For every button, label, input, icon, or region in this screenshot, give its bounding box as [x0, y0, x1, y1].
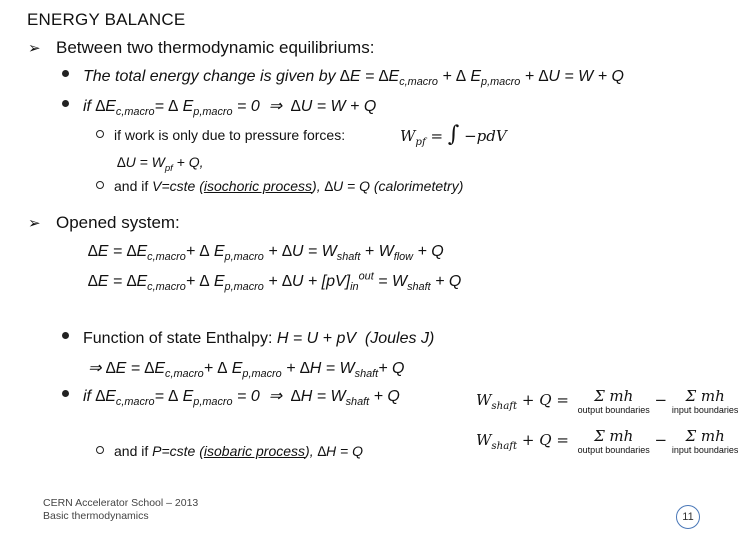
circle-bullet-icon	[96, 446, 104, 454]
sub-bullet-pressure-forces: if work is only due to pressure forces:	[96, 127, 345, 143]
arrow-bullet-icon: ➢	[28, 40, 41, 57]
circle-bullet-icon	[96, 181, 104, 189]
bullet-dot-icon	[62, 332, 69, 339]
page-number: 11	[676, 505, 700, 529]
slide-title: ENERGY BALANCE	[27, 10, 186, 29]
footer	[43, 497, 243, 523]
shaft-work-formula-1: $W_{shaft} + Q$ = Σ mh output boundaries − Σ mh input boundaries	[476, 387, 738, 415]
pressure-work-formula: $W_{pf}$ = ∫ −pdV	[400, 122, 507, 148]
section-heading-equilibriums: ➢ Between two thermodynamic equilibriums:	[28, 38, 375, 57]
internal-energy-result: $\Delta U = W_{pf} + Q$,	[117, 154, 204, 174]
circle-bullet-icon	[96, 130, 104, 138]
section-heading-opened-system: ➢ Opened system:	[28, 213, 180, 232]
bullet-enthalpy: Function of state Enthalpy: H = U + pV (Joules J)	[62, 330, 434, 348]
enthalpy-implication: ⇒ $\Delta E = \Delta E_{c,macro}+$ ∆ $E_{p,macro} + \Delta H = W_{shaft}+ Q$	[88, 360, 405, 381]
opened-system-equation-2: $\Delta E = \Delta E_{c,macro}+$ ∆ $E_{p,macro} + \Delta U + [pV]_{in}^{out} = W_{shaft} + Q$	[88, 271, 462, 294]
sub-bullet-isobaric: and if P=cste (isobaric process), ∆H = Q	[96, 443, 363, 459]
shaft-work-formula-box	[474, 383, 738, 467]
footer-school: CERN Accelerator School – 2013	[43, 497, 199, 509]
shaft-work-formula-2: $W_{shaft} + Q$ = Σ mh output boundaries − Σ mh input boundaries	[476, 427, 738, 455]
bullet-dot-icon	[62, 390, 69, 397]
opened-system-equation-1: $\Delta E = \Delta E_{c,macro}+$ ∆ $E_{p,macro} + \Delta U = W_{shaft} + W_{flow} + Q$	[88, 243, 444, 264]
bullet-enthalpy-condition: if $\Delta E_{c,macro}=$ ∆ $E_{p,macro} = 0$ ⇒ $\Delta H = W_{shaft} + Q$	[62, 386, 400, 408]
arrow-bullet-icon: ➢	[28, 215, 41, 232]
bullet-internal-energy: if $\Delta E_{c,macro}=$ ∆ $E_{p,macro} = 0$ ⇒ ∆U = W + Q	[62, 96, 376, 118]
bullet-dot-icon	[62, 70, 69, 77]
sub-bullet-isochoric: and if V=cste (isochoric process), ∆U = Q (calorimetetry)	[96, 178, 463, 194]
footer-course: Basic thermodynamics	[43, 510, 149, 522]
bullet-total-energy: The total energy change is given by $\Delta E = \Delta E_{c,macro}$ + ∆ $E_{p,macro} + \Delta U = W + Q$	[62, 68, 624, 88]
bullet-dot-icon	[62, 100, 69, 107]
